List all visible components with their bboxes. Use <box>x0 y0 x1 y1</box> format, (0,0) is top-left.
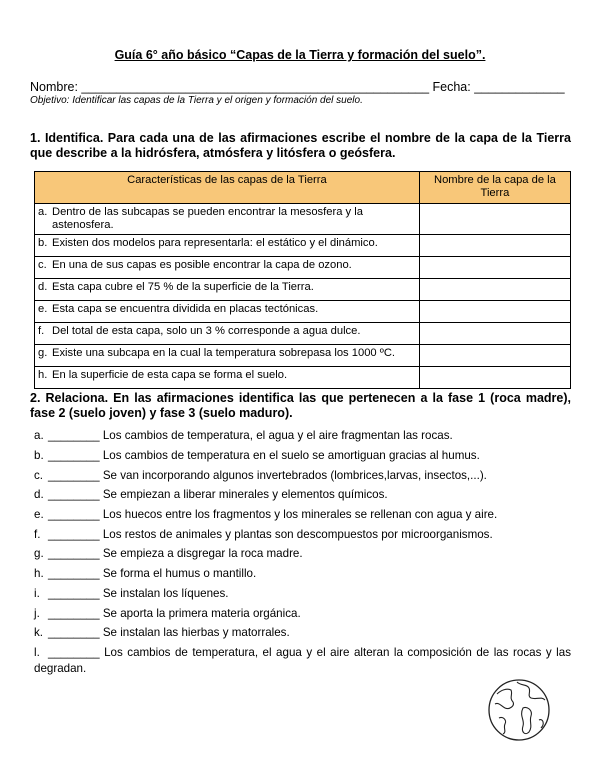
row-text: Existen dos modelos para representarla: el estático y el dinámico. <box>52 237 378 249</box>
item-text: Se empiezan a liberar minerales y elementos químicos. <box>102 488 388 501</box>
list-item <box>34 586 571 602</box>
row-text: En la superficie de esta capa se forma el suelo. <box>52 369 288 381</box>
characteristic-cell <box>35 279 420 301</box>
characteristic-cell <box>35 204 420 235</box>
row-letter: g. <box>38 347 48 359</box>
characteristic-cell <box>35 257 420 279</box>
row-text: Del total de esta capa, solo un 3 % corresponde a agua dulce. <box>52 325 361 337</box>
section2-number: 2. Relaciona <box>30 391 105 405</box>
layer-name-answer-cell[interactable] <box>419 367 570 389</box>
phase-answer-blank[interactable]: ________ <box>48 646 100 659</box>
item-text: Se instalan las hierbas y matorrales. <box>102 626 290 639</box>
row-text: Esta capa cubre el 75 % de la superficie de la Tierra. <box>52 281 314 293</box>
table-row <box>35 367 571 389</box>
section2-instruction <box>30 391 571 421</box>
fecha-field[interactable]: _____________ <box>474 80 565 94</box>
row-letter: a. <box>38 206 48 218</box>
row-letter: c. <box>38 259 47 271</box>
item-letter: c. <box>34 469 44 482</box>
item-text: Los huecos entre los fragmentos y los minerales se rellenan con agua y aire. <box>102 508 498 521</box>
table-header-layer-name: Nombre de la capa de la Tierra <box>419 172 570 204</box>
item-letter: k. <box>34 626 44 639</box>
globe-icon <box>487 674 551 746</box>
section1-instruction <box>30 131 571 161</box>
row-text: En una de sus capas es posible encontrar la capa de ozono. <box>52 259 352 271</box>
phase-answer-blank[interactable]: ________ <box>48 626 100 639</box>
item-letter: e. <box>34 508 44 521</box>
characteristic-cell <box>35 235 420 257</box>
item-letter: j. <box>34 607 40 620</box>
phase-answer-blank[interactable]: ________ <box>48 567 100 580</box>
row-text: Esta capa se encuentra dividida en placas tectónicas. <box>52 303 319 315</box>
characteristic-cell <box>35 323 420 345</box>
phase-answer-blank[interactable]: ________ <box>48 449 100 462</box>
table-row <box>35 257 571 279</box>
list-item <box>34 527 571 543</box>
item-letter: l. <box>34 646 40 659</box>
section1-text: . Para cada una de las afirmaciones escribe el nombre de la capa de la Tierra que describe a la hidrósfera, atmósfera y litósfera o geósfera. <box>30 131 571 160</box>
layers-table <box>34 171 571 389</box>
layer-name-answer-cell[interactable] <box>419 345 570 367</box>
phase-answer-blank[interactable]: ________ <box>48 607 100 620</box>
table-row <box>35 345 571 367</box>
table-row <box>35 235 571 257</box>
item-text: Los cambios de temperatura, el agua y el aire alteran la composición de las rocas y las degradan. <box>34 646 571 675</box>
section2-text: . En las afirmaciones identifica las que pertenecen a la fase 1 (roca madre), fase 2 (suelo joven) y fase 3 (suelo maduro). <box>30 391 571 420</box>
layer-name-answer-cell[interactable] <box>419 204 570 235</box>
item-text: Los restos de animales y plantas son descompuestos por microorganismos. <box>102 528 493 541</box>
nombre-field[interactable]: __________________________________________________ <box>81 80 430 94</box>
phase-answer-blank[interactable]: ________ <box>48 508 100 521</box>
item-text: Se instalan los líquenes. <box>102 587 229 600</box>
list-item <box>34 428 571 444</box>
section1-number: 1. Identifica <box>30 131 100 145</box>
item-text: Se empieza a disgregar la roca madre. <box>102 547 303 560</box>
phase-answer-blank[interactable]: ________ <box>48 587 100 600</box>
fecha-label: Fecha: <box>432 80 471 94</box>
table-row <box>35 204 571 235</box>
list-item <box>34 645 571 677</box>
list-item <box>34 468 571 484</box>
objective-text: Objetivo: Identificar las capas de la Tierra y el origen y formación del suelo. <box>30 95 363 106</box>
item-letter: b. <box>34 449 44 462</box>
row-letter: d. <box>38 281 48 293</box>
table-row <box>35 301 571 323</box>
characteristic-cell <box>35 367 420 389</box>
item-letter: f. <box>34 528 41 541</box>
table-row <box>35 279 571 301</box>
layer-name-answer-cell[interactable] <box>419 279 570 301</box>
item-text: Los cambios de temperatura, el agua y el aire fragmentan las rocas. <box>102 429 453 442</box>
item-text: Se forma el humus o mantillo. <box>102 567 257 580</box>
row-letter: f. <box>38 325 45 337</box>
item-text: Se van incorporando algunos invertebrados (lombrices,larvas, insectos,...). <box>102 469 487 482</box>
list-item <box>34 606 571 622</box>
row-text: Dentro de las subcapas se pueden encontrar la mesosfera y la astenosfera. <box>52 206 363 231</box>
item-letter: h. <box>34 567 44 580</box>
item-letter: d. <box>34 488 44 501</box>
table-header-characteristics: Características de las capas de la Tierra <box>35 172 420 204</box>
layer-name-answer-cell[interactable] <box>419 323 570 345</box>
list-item <box>34 546 571 562</box>
phase-answer-blank[interactable]: ________ <box>48 488 100 501</box>
list-item <box>34 507 571 523</box>
list-item <box>34 625 571 641</box>
name-date-line <box>30 80 570 94</box>
row-letter: b. <box>38 237 48 249</box>
nombre-label: Nombre: <box>30 80 78 94</box>
row-letter: h. <box>38 369 48 381</box>
page-title: Guía 6° año básico “Capas de la Tierra y formación del suelo”. <box>114 48 486 62</box>
layer-name-answer-cell[interactable] <box>419 257 570 279</box>
list-item <box>34 487 571 503</box>
list-item <box>34 566 571 582</box>
layer-name-answer-cell[interactable] <box>419 235 570 257</box>
phase-answer-blank[interactable]: ________ <box>48 429 100 442</box>
characteristic-cell <box>35 301 420 323</box>
layer-name-answer-cell[interactable] <box>419 301 570 323</box>
item-text: Los cambios de temperatura en el suelo se amortiguan gracias al humus. <box>102 449 480 462</box>
item-text: Se aporta la primera materia orgánica. <box>102 607 301 620</box>
item-letter: g. <box>34 547 44 560</box>
table-row <box>35 323 571 345</box>
characteristic-cell <box>35 345 420 367</box>
list-item <box>34 448 571 464</box>
row-letter: e. <box>38 303 48 315</box>
phase-answer-blank[interactable]: ________ <box>48 528 100 541</box>
phase-answer-blank[interactable]: ________ <box>48 547 100 560</box>
row-text: Existe una subcapa en la cual la temperatura sobrepasa los 1000 ºC. <box>52 347 396 359</box>
item-letter: a. <box>34 429 44 442</box>
phase-answer-blank[interactable]: ________ <box>48 469 100 482</box>
item-letter: i. <box>34 587 40 600</box>
